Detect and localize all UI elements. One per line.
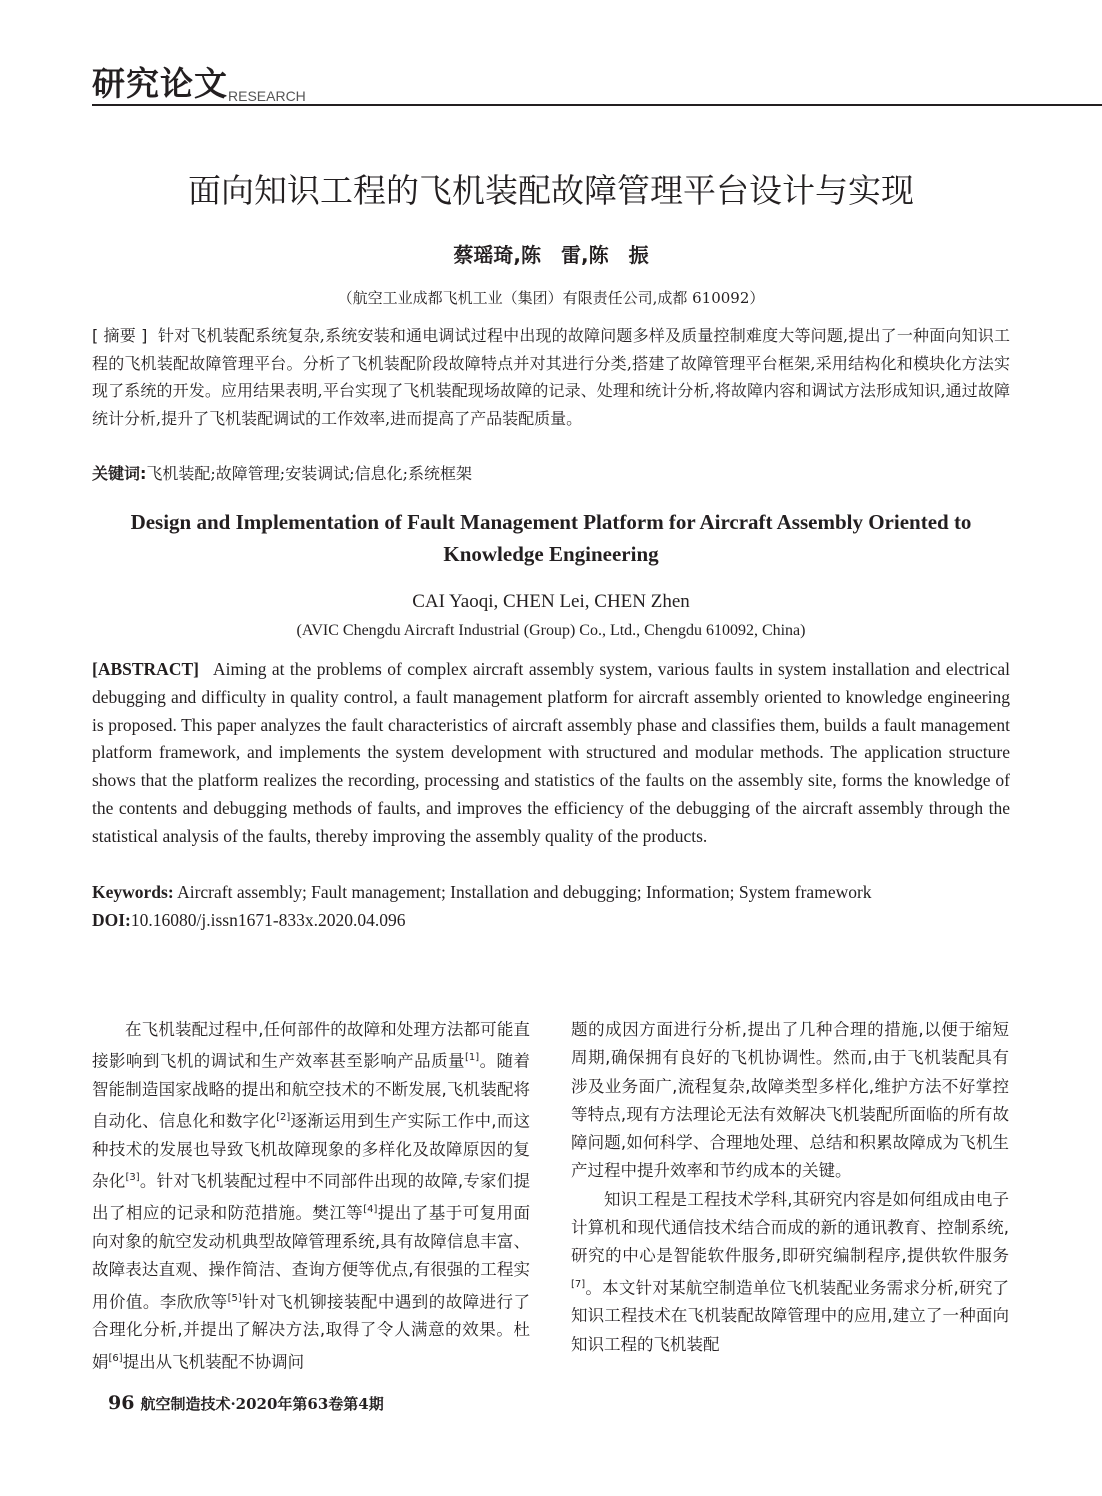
body-column-right (571, 1016, 1009, 1359)
citation-ref: [2] (276, 1112, 291, 1124)
body-text: 提出了基于可复用面向对象的航空发动机典型故障管理系统,具有故障信息丰富、故障表达直观、操作简洁、查询方便等优点,有很强的工程实用价值。李欣欣等 (92, 1203, 530, 1312)
doi-label: DOI: (92, 910, 131, 930)
body-text: 提出从飞机装配不协调问 (122, 1352, 305, 1372)
header-rule (92, 104, 1102, 106)
body-paragraph: 题的成因方面进行分析,提出了几种合理的措施,以便于缩短周期,确保拥有良好的飞机协调性。然而,由于飞机装配具有涉及业务面广,流程复杂,故障类型多样化,维护方法不好掌控等特点,现有方法理论无法有效解决飞机装配所面临的所有故障问题,如何科学、合理地处理、总结和积累故障成为飞机生产过程中提升效率和节约成本的关键。 (571, 1020, 1009, 1181)
authors-en: CAI Yaoqi, CHEN Lei, CHEN Zhen (412, 591, 690, 612)
keywords-en (92, 878, 1010, 906)
abstract-cn (92, 322, 1010, 432)
keywords-en-text: Aircraft assembly; Fault management; Installation and debugging; Information; System framework (173, 882, 872, 902)
body-paragraph (92, 1016, 530, 1377)
body-text: 逐渐运用到生产实际工作中,而这种技术的发展也导致飞机故障现象的多样化及故障原因的复杂化 (92, 1111, 531, 1191)
doi (92, 906, 1010, 934)
abstract-cn-text: 针对飞机装配系统复杂,系统安装和通电调试过程中出现的故障问题多样及质量控制难度大等问题,提出了一种面向知识工程的飞机装配故障管理平台。分析了飞机装配阶段故障特点并对其进行分类,搭建了故障管理平台框架,采用结构化和模块化方法实现了系统的开发。应用结果表明,平台实现了飞机装配现场故障的记录、处理和统计分析,将故障内容和调试方法形成知识,通过故障统计分析,提升了飞机装配调试的工作效率,进而提高了产品装配质量。 (92, 326, 1010, 428)
paper-title-en: Design and Implementation of Fault Management Platform for Aircraft Assembly Oriented to Knowledge Engineering (130, 510, 972, 566)
journal-info: 航空制造技术·2020年第63卷第4期 (140, 1395, 384, 1413)
keywords-cn-text: 飞机装配;故障管理;安装调试;信息化;系统框架 (146, 464, 472, 483)
page-footer (108, 1390, 384, 1417)
body-text: 。随着智能制造国家战略的提出和航空技术的不断发展,飞机装配将自动化、信息化和数字化 (92, 1051, 530, 1131)
citation-ref: [3] (125, 1172, 140, 1184)
body-text: 。本文针对某航空制造单位飞机装配业务需求分析,研究了知识工程技术在飞机装配故障管理中的应用,建立了一种面向知识工程的飞机装配 (571, 1278, 1009, 1354)
keywords-cn-label: 关键词: (92, 464, 147, 483)
body-text: 针对飞机铆接装配中遇到的故障进行了合理化分析,并提出了解决方法,取得了令人满意的效果。杜娟 (92, 1292, 530, 1372)
body-text: 知识工程是工程技术学科,其研究内容是如何组成由电子计算机和现代通信技术结合而成的新的通讯教育、控制系统,研究的中心是智能软件服务,即研究编制程序,提供软件服务 (571, 1189, 1009, 1266)
affiliation-en: (AVIC Chengdu Aircraft Industrial (Group) Co., Ltd., Chengdu 610092, China) (296, 622, 806, 639)
affiliation-cn: （航空工业成都飞机工业（集团）有限责任公司,成都 610092） (337, 289, 765, 307)
keywords-en-label: Keywords: (92, 882, 174, 902)
keywords-cn (92, 461, 1010, 487)
abstract-en (92, 656, 1010, 851)
abstract-en-text: Aiming at the problems of complex aircraft assembly system, various faults in system installation and electrical debugging and difficulty in quality control, a fault management platform for aircraft assembly oriented to knowledge engineering is proposed. This paper analyzes the fault characteristics of aircraft assembly phase and classifies them, builds a fault management platform framework, and implements the system development with structured and modular methods. The application structure shows that the platform realizes the recording, processing and statistics of the faults on the assembly site, forms the knowledge of the contents and debugging methods of faults, and improves the efficiency of the debugging of the aircraft assembly through the statistical analysis of the faults, thereby improving the assembly quality of the products. (92, 659, 1010, 846)
paper-title-cn: 面向知识工程的飞机装配故障管理平台设计与实现 (188, 171, 914, 210)
body-column-left (92, 1016, 530, 1377)
page-number: 96 (108, 1392, 135, 1414)
citation-ref: [7] (571, 1278, 586, 1290)
citation-ref: [5] (227, 1292, 242, 1304)
section-label-en: RESEARCH (228, 88, 306, 104)
doi-value: 10.16080/j.issn1671-833x.2020.04.096 (130, 910, 406, 930)
citation-ref: [4] (363, 1204, 378, 1216)
body-paragraph (571, 1186, 1009, 1359)
section-label-cn: 研究论文 (92, 64, 228, 103)
citation-ref: [1] (464, 1052, 480, 1064)
abstract-en-label: [ABSTRACT] (92, 659, 199, 679)
citation-ref: [6] (108, 1352, 123, 1364)
body-text: 在飞机装配过程中,任何部件的故障和处理方法都可能直接影响到飞机的调试和生产效率甚至影响产品质量 (92, 1020, 530, 1071)
abstract-cn-label: [ 摘要 ] (92, 326, 148, 345)
body-text: 。针对飞机装配过程中不同部件出现的故障,专家们提出了相应的记录和防范措施。樊江等 (92, 1171, 530, 1223)
authors-cn: 蔡瑶琦,陈 雷,陈 振 (453, 243, 649, 267)
